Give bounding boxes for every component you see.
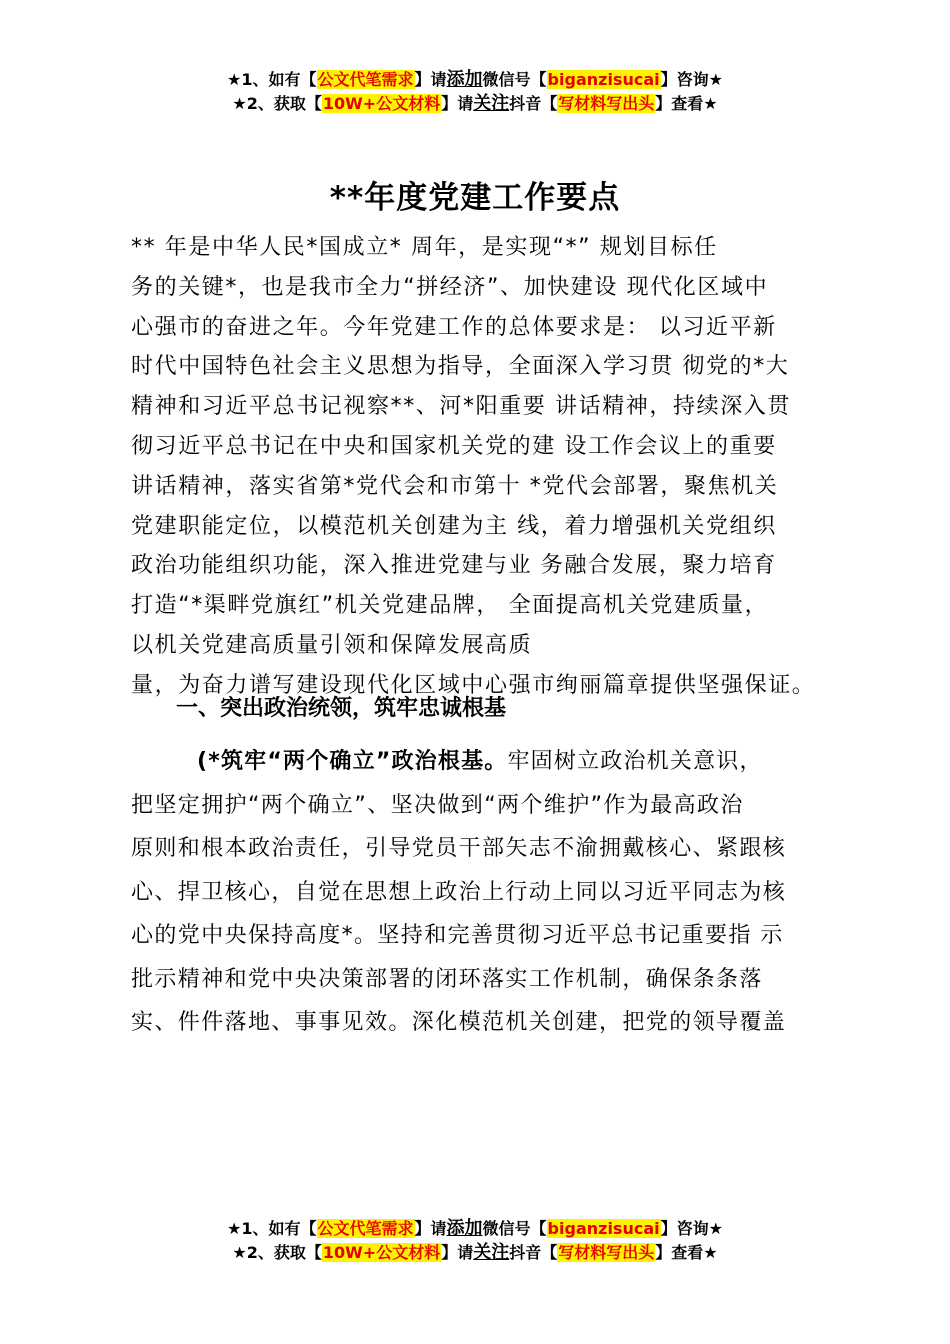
highlight-wechat-id: biganzisucai [547, 1219, 660, 1238]
highlight-materials: 10W+公文材料 [322, 94, 441, 113]
promo-banner-top [0, 68, 950, 116]
text-line: 把坚定拥护“两个确立”、坚决做到“两个维护”作为最高政治 [131, 792, 744, 818]
text-line: ** 年是中华人民*国成立* 周年，是实现“*” 规划目标任 [131, 235, 718, 260]
text-line-lead: (*筑牢“两个确立”政治根基。牢固树立政治机关意识， [197, 749, 763, 774]
text-line: 心强市的奋进之年。今年党建工作的总体要求是： 以习近平新 [131, 314, 777, 340]
text-line: 党建职能定位，以模范机关创建为主 线，着力增强机关党组织 [131, 513, 777, 539]
promo-line-2: ★2、获取【10W+公文材料】请关注抖音【写材料写出头】查看★ [232, 93, 718, 114]
document-title: **年度党建工作要点 [329, 180, 621, 216]
text-line: 以机关党建高质量引领和保障发展高质 [131, 632, 533, 658]
text-line: 原则和根本政治责任，引导党员干部矢志不渝拥戴核心、紧跟核 [131, 836, 787, 861]
text-line: 量，为奋力谱写建设现代化区域中心强市绚丽篇章提供坚强保证。 [131, 672, 816, 698]
highlight-douyin: 写材料写出头 [558, 94, 655, 113]
text-line: 务的关键*，也是我市全力“拼经济”、加快建设 现代化区域中 [131, 274, 769, 300]
section-paragraph [131, 740, 851, 1045]
text-line: 实、件件落地、事事见效。深化模范机关创建，把党的领导覆盖 [131, 1010, 787, 1035]
text-line: 时代中国特色社会主义思想为指导，全面深入学习贯 彻党的*大 [131, 354, 790, 380]
text-line: 打造“*渠畔党旗红”机关党建品牌， 全面提高机关党建质量， [131, 593, 769, 619]
highlight-wechat-id: biganzisucai [547, 70, 660, 89]
text-line: 心的党中央保持高度*。坚持和完善贯彻习近平总书记重要指 示 [131, 923, 784, 948]
highlight-materials: 10W+公文材料 [322, 1243, 441, 1262]
intro-paragraph [131, 228, 856, 706]
promo-banner-bottom [0, 1217, 950, 1265]
text-line: 政治功能组织功能，深入推进党建与业 务融合发展，聚力培育 [131, 553, 777, 579]
text-line: 精神和习近平总书记视察**、河*阳重要 讲话精神，持续深入贯 [131, 394, 791, 420]
promo-line-1: ★1、如有【公文代笔需求】请添加微信号【biganzisucai】咨询★ [227, 69, 723, 90]
text-line: 讲话精神，落实省第*党代会和市第十 *党代会部署，聚焦机关 [131, 473, 779, 499]
highlight-douyin: 写材料写出头 [558, 1243, 655, 1262]
promo-line-1: ★1、如有【公文代笔需求】请添加微信号【biganzisucai】咨询★ [227, 1218, 723, 1239]
text-line: 心、捍卫核心，自觉在思想上政治上行动上同以习近平同志为核 [131, 879, 787, 905]
text-line: 批示精神和党中央决策部署的闭环落实工作机制，确保条条落 [131, 966, 763, 992]
lead-bold-text: (*筑牢“两个确立”政治根基。 [197, 749, 508, 774]
section-heading: 一、突出政治统领，筑牢忠诚根基 [176, 696, 507, 721]
highlight-service: 公文代笔需求 [317, 1219, 414, 1238]
text-line: 彻习近平总书记在中央和国家机关党的建 设工作会议上的重要 [131, 433, 777, 459]
highlight-service: 公文代笔需求 [317, 70, 414, 89]
promo-line-2: ★2、获取【10W+公文材料】请关注抖音【写材料写出头】查看★ [232, 1242, 718, 1263]
